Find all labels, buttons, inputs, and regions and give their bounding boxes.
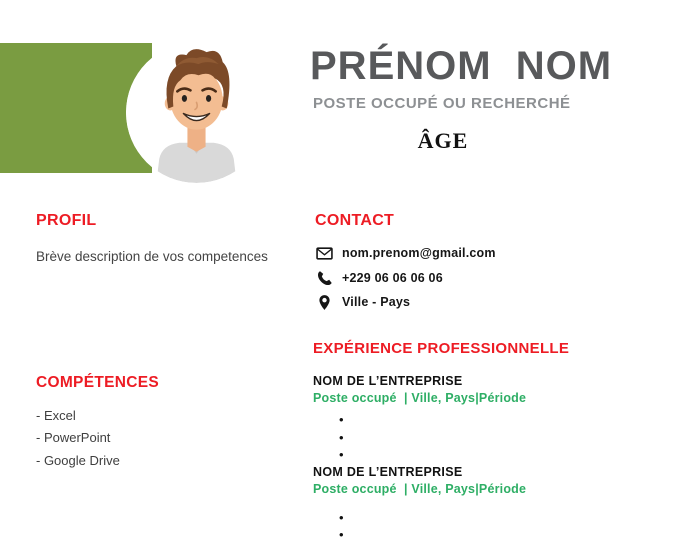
contact-heading: CONTACT [315,212,395,229]
role-line: Poste occupé | Ville, Pays|Période [313,482,527,496]
contact-row-phone [316,269,636,287]
experience-bullet: • [339,510,344,525]
role-line: Poste occupé | Ville, Pays|Période [313,391,527,405]
experience-bullet: • [339,527,344,542]
contact-row-email [316,244,636,262]
avatar [126,42,267,183]
full-name-title: PRÉNOM NOM [310,44,613,88]
skill-item: - Google Drive [36,453,120,468]
skills-heading: COMPÉTENCES [36,374,160,391]
location-text: Ville - Pays [342,295,411,309]
skill-item: - PowerPoint [36,430,111,445]
email-text: nom.prenom@gmail.com [342,246,496,260]
experience-heading: EXPÉRIENCE PROFESSIONNELLE [313,340,570,357]
envelope-icon [316,245,333,262]
contact-row-location [316,293,636,311]
location-pin-icon [316,294,333,311]
profile-heading: PROFIL [36,212,97,229]
phone-text: +229 06 06 06 06 [342,271,443,285]
experience-bullet: • [339,447,344,462]
skill-item: - Excel [36,408,76,423]
company-name: NOM DE L’ENTREPRISE [313,465,463,479]
phone-icon [316,270,333,287]
experience-bullet: • [339,430,344,445]
age-label: ÂGE [417,128,469,153]
job-title-subtitle: POSTE OCCUPÉ OU RECHERCHÉ [313,95,571,112]
experience-bullet: • [339,412,344,427]
profile-description: Brève description de vos competences [36,249,268,264]
man-avatar-illustration [126,42,267,183]
company-name: NOM DE L’ENTREPRISE [313,374,463,388]
